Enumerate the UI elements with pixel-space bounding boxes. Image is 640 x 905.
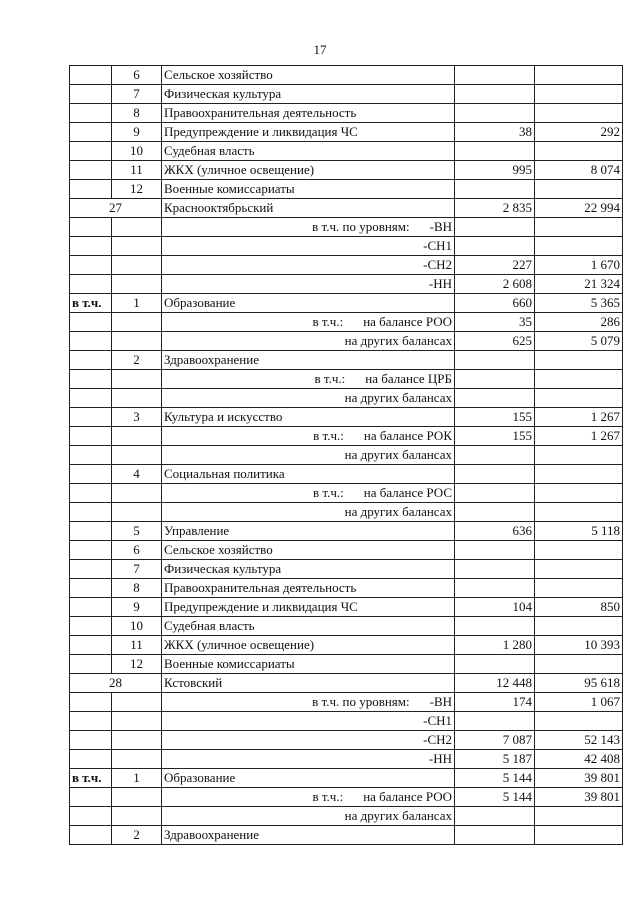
level-row bbox=[70, 237, 623, 256]
row-number: 4 bbox=[112, 465, 162, 484]
vtch-label bbox=[70, 389, 112, 408]
value-2 bbox=[535, 560, 623, 579]
value-2 bbox=[535, 465, 623, 484]
vtch-label bbox=[70, 750, 112, 769]
value-2: 52 143 bbox=[535, 731, 623, 750]
level-label: -СН2 bbox=[423, 257, 452, 272]
table-row bbox=[70, 85, 623, 104]
vtch-label bbox=[70, 161, 112, 180]
row-number: 12 bbox=[112, 180, 162, 199]
value-1: 155 bbox=[455, 427, 535, 446]
sub-cell bbox=[162, 427, 455, 446]
row-number: 2 bbox=[112, 826, 162, 845]
sub-cell bbox=[162, 389, 455, 408]
value-1: 5 144 bbox=[455, 788, 535, 807]
row-name: Социальная политика bbox=[162, 465, 455, 484]
sub-label: на балансе ЦРБ bbox=[365, 371, 452, 386]
value-2 bbox=[535, 484, 623, 503]
value-1 bbox=[455, 655, 535, 674]
row-number bbox=[112, 503, 162, 522]
level-label: -НН bbox=[428, 751, 452, 766]
value-1 bbox=[455, 560, 535, 579]
vtch-label bbox=[70, 522, 112, 541]
level-cell bbox=[162, 693, 455, 712]
value-2 bbox=[535, 370, 623, 389]
table-row bbox=[70, 66, 623, 85]
value-2: 1 670 bbox=[535, 256, 623, 275]
vtch-label bbox=[70, 142, 112, 161]
sub-cell bbox=[162, 484, 455, 503]
level-row bbox=[70, 275, 623, 294]
vtch-label bbox=[70, 503, 112, 522]
level-row bbox=[70, 750, 623, 769]
value-2: 8 074 bbox=[535, 161, 623, 180]
table-row bbox=[70, 636, 623, 655]
district-row bbox=[70, 674, 623, 693]
sub-prefix: в т.ч.: bbox=[313, 428, 344, 443]
value-1: 155 bbox=[455, 408, 535, 427]
row-number bbox=[112, 313, 162, 332]
value-2 bbox=[535, 85, 623, 104]
value-1: 2 608 bbox=[455, 275, 535, 294]
row-number: 10 bbox=[112, 617, 162, 636]
row-number: 12 bbox=[112, 655, 162, 674]
value-1: 35 bbox=[455, 313, 535, 332]
row-name: Сельское хозяйство bbox=[162, 541, 455, 560]
sub-row bbox=[70, 427, 623, 446]
value-2: 286 bbox=[535, 313, 623, 332]
row-name: Образование bbox=[162, 294, 455, 313]
row-name: Физическая культура bbox=[162, 85, 455, 104]
table-row bbox=[70, 541, 623, 560]
table-row bbox=[70, 351, 623, 370]
row-number bbox=[112, 218, 162, 237]
table-row bbox=[70, 522, 623, 541]
row-number: 3 bbox=[112, 408, 162, 427]
vtch-label bbox=[70, 104, 112, 123]
sub-label: на балансе РОО bbox=[363, 789, 452, 804]
row-name: Культура и искусство bbox=[162, 408, 455, 427]
row-number bbox=[112, 427, 162, 446]
value-1 bbox=[455, 351, 535, 370]
vtch-label bbox=[70, 560, 112, 579]
row-number bbox=[112, 807, 162, 826]
level-cell bbox=[162, 712, 455, 731]
row-name: Здравоохранение bbox=[162, 351, 455, 370]
sub-prefix: в т.ч.: bbox=[312, 789, 344, 804]
row-number bbox=[112, 731, 162, 750]
value-1 bbox=[455, 237, 535, 256]
row-number bbox=[112, 484, 162, 503]
value-1: 38 bbox=[455, 123, 535, 142]
vtch-label bbox=[70, 180, 112, 199]
level-cell bbox=[162, 237, 455, 256]
district-number: 28 bbox=[70, 674, 162, 693]
sub-label: на балансе РОК bbox=[363, 428, 452, 443]
value-1: 5 144 bbox=[455, 769, 535, 788]
sub-cell bbox=[162, 503, 455, 522]
table-row bbox=[70, 579, 623, 598]
level-label: -ВН bbox=[429, 694, 452, 709]
value-1 bbox=[455, 85, 535, 104]
sub-row bbox=[70, 370, 623, 389]
row-name: Образование bbox=[162, 769, 455, 788]
value-1: 7 087 bbox=[455, 731, 535, 750]
value-1 bbox=[455, 104, 535, 123]
row-number bbox=[112, 389, 162, 408]
value-2 bbox=[535, 579, 623, 598]
row-name: Правоохранительная деятельность bbox=[162, 104, 455, 123]
value-2 bbox=[535, 655, 623, 674]
value-2 bbox=[535, 351, 623, 370]
sub-prefix: в т.ч.: bbox=[313, 485, 344, 500]
value-2: 1 267 bbox=[535, 408, 623, 427]
row-number bbox=[112, 275, 162, 294]
row-number: 8 bbox=[112, 579, 162, 598]
value-2 bbox=[535, 142, 623, 161]
level-label: -ВН bbox=[429, 219, 452, 234]
value-2: 21 324 bbox=[535, 275, 623, 294]
vtch-label bbox=[70, 826, 112, 845]
value-1 bbox=[455, 465, 535, 484]
value-1 bbox=[455, 826, 535, 845]
sub-cell bbox=[162, 313, 455, 332]
value-1 bbox=[455, 484, 535, 503]
level-label: -СН1 bbox=[423, 238, 452, 253]
budget-table bbox=[69, 65, 623, 845]
value-2 bbox=[535, 104, 623, 123]
row-number bbox=[112, 332, 162, 351]
vtch-label bbox=[70, 275, 112, 294]
row-name: Военные комиссариаты bbox=[162, 180, 455, 199]
value-1: 636 bbox=[455, 522, 535, 541]
vtch-label bbox=[70, 256, 112, 275]
table-row bbox=[70, 294, 623, 313]
level-row bbox=[70, 712, 623, 731]
vtch-label bbox=[70, 446, 112, 465]
table-row bbox=[70, 560, 623, 579]
row-number bbox=[112, 750, 162, 769]
sub-prefix: в т.ч.: bbox=[312, 314, 344, 329]
row-number: 8 bbox=[112, 104, 162, 123]
value-1: 104 bbox=[455, 598, 535, 617]
row-number: 2 bbox=[112, 351, 162, 370]
row-number bbox=[112, 693, 162, 712]
value-1 bbox=[455, 579, 535, 598]
row-number: 11 bbox=[112, 161, 162, 180]
value-2: 10 393 bbox=[535, 636, 623, 655]
value-2 bbox=[535, 237, 623, 256]
row-name: Предупреждение и ликвидация ЧС bbox=[162, 123, 455, 142]
table-row bbox=[70, 826, 623, 845]
row-name: Физическая культура bbox=[162, 560, 455, 579]
table-row bbox=[70, 598, 623, 617]
vtch-label bbox=[70, 332, 112, 351]
vtch-label bbox=[70, 541, 112, 560]
value-2: 5 079 bbox=[535, 332, 623, 351]
vtch-label bbox=[70, 66, 112, 85]
table-row bbox=[70, 617, 623, 636]
sub-row bbox=[70, 503, 623, 522]
vtch-label bbox=[70, 788, 112, 807]
row-number bbox=[112, 446, 162, 465]
row-name: Управление bbox=[162, 522, 455, 541]
value-2 bbox=[535, 218, 623, 237]
level-row bbox=[70, 256, 623, 275]
row-name: Правоохранительная деятельность bbox=[162, 579, 455, 598]
sub-row bbox=[70, 389, 623, 408]
value-1: 995 bbox=[455, 161, 535, 180]
vtch-label bbox=[70, 693, 112, 712]
sub-cell bbox=[162, 788, 455, 807]
sub-label: на других балансах bbox=[344, 447, 452, 462]
value-2: 42 408 bbox=[535, 750, 623, 769]
row-number: 5 bbox=[112, 522, 162, 541]
vtch-label bbox=[70, 598, 112, 617]
value-1: 12 448 bbox=[455, 674, 535, 693]
value-2 bbox=[535, 541, 623, 560]
vtch-label bbox=[70, 617, 112, 636]
sub-label: на балансе РОС bbox=[363, 485, 452, 500]
value-2 bbox=[535, 807, 623, 826]
sub-cell bbox=[162, 446, 455, 465]
row-name: ЖКХ (уличное освещение) bbox=[162, 636, 455, 655]
row-number bbox=[112, 256, 162, 275]
value-2 bbox=[535, 446, 623, 465]
vtch-label bbox=[70, 712, 112, 731]
level-row bbox=[70, 218, 623, 237]
value-1 bbox=[455, 807, 535, 826]
table-row bbox=[70, 655, 623, 674]
value-1 bbox=[455, 446, 535, 465]
row-name: Военные комиссариаты bbox=[162, 655, 455, 674]
value-2: 1 267 bbox=[535, 427, 623, 446]
value-2: 39 801 bbox=[535, 769, 623, 788]
value-2 bbox=[535, 503, 623, 522]
level-cell bbox=[162, 731, 455, 750]
value-1 bbox=[455, 617, 535, 636]
value-2: 22 994 bbox=[535, 199, 623, 218]
vtch-label bbox=[70, 123, 112, 142]
row-number: 7 bbox=[112, 560, 162, 579]
vtch-label bbox=[70, 427, 112, 446]
value-1: 174 bbox=[455, 693, 535, 712]
sub-row bbox=[70, 807, 623, 826]
sub-cell bbox=[162, 807, 455, 826]
row-number: 6 bbox=[112, 66, 162, 85]
value-1: 5 187 bbox=[455, 750, 535, 769]
sub-label: на других балансах bbox=[344, 504, 452, 519]
value-1 bbox=[455, 180, 535, 199]
sub-prefix: в т.ч.: bbox=[314, 371, 346, 386]
value-2: 39 801 bbox=[535, 788, 623, 807]
row-name: Сельское хозяйство bbox=[162, 66, 455, 85]
row-name: Судебная власть bbox=[162, 617, 455, 636]
sub-label: на других балансах bbox=[344, 333, 452, 348]
vtch-label bbox=[70, 237, 112, 256]
row-number bbox=[112, 788, 162, 807]
row-name: ЖКХ (уличное освещение) bbox=[162, 161, 455, 180]
sub-row bbox=[70, 313, 623, 332]
value-1 bbox=[455, 370, 535, 389]
row-number: 7 bbox=[112, 85, 162, 104]
table-row bbox=[70, 465, 623, 484]
level-cell bbox=[162, 256, 455, 275]
value-1 bbox=[455, 66, 535, 85]
table-row bbox=[70, 123, 623, 142]
level-prefix: в т.ч. по уровням: bbox=[312, 694, 410, 709]
vtch-label bbox=[70, 85, 112, 104]
value-1: 625 bbox=[455, 332, 535, 351]
row-number: 10 bbox=[112, 142, 162, 161]
vtch-label bbox=[70, 465, 112, 484]
value-2 bbox=[535, 66, 623, 85]
level-label: -СН2 bbox=[423, 732, 452, 747]
sub-label: на балансе РОО bbox=[363, 314, 452, 329]
table-row bbox=[70, 180, 623, 199]
level-cell bbox=[162, 275, 455, 294]
district-row bbox=[70, 199, 623, 218]
budget-table-body bbox=[70, 66, 623, 845]
value-2: 1 067 bbox=[535, 693, 623, 712]
sub-row bbox=[70, 484, 623, 503]
level-row bbox=[70, 693, 623, 712]
value-2 bbox=[535, 389, 623, 408]
value-2 bbox=[535, 712, 623, 731]
vtch-label bbox=[70, 218, 112, 237]
row-name: Краснооктябрьский bbox=[162, 199, 455, 218]
row-name: Судебная власть bbox=[162, 142, 455, 161]
value-2: 292 bbox=[535, 123, 623, 142]
page-number: 17 bbox=[313, 42, 327, 57]
vtch-label bbox=[70, 484, 112, 503]
sub-label: на других балансах bbox=[344, 808, 452, 823]
value-1 bbox=[455, 218, 535, 237]
level-cell bbox=[162, 218, 455, 237]
table-row bbox=[70, 408, 623, 427]
row-name: Предупреждение и ликвидация ЧС bbox=[162, 598, 455, 617]
row-number bbox=[112, 712, 162, 731]
row-number bbox=[112, 237, 162, 256]
sub-label: на других балансах bbox=[344, 390, 452, 405]
value-1: 227 bbox=[455, 256, 535, 275]
value-1 bbox=[455, 712, 535, 731]
value-1 bbox=[455, 389, 535, 408]
value-2: 95 618 bbox=[535, 674, 623, 693]
value-1 bbox=[455, 541, 535, 560]
vtch-label bbox=[70, 370, 112, 389]
value-2: 5 365 bbox=[535, 294, 623, 313]
level-prefix: в т.ч. по уровням: bbox=[312, 219, 410, 234]
value-2: 5 118 bbox=[535, 522, 623, 541]
row-number: 1 bbox=[112, 769, 162, 788]
vtch-label bbox=[70, 313, 112, 332]
district-number: 27 bbox=[70, 199, 162, 218]
row-number: 1 bbox=[112, 294, 162, 313]
value-2 bbox=[535, 826, 623, 845]
sub-row bbox=[70, 332, 623, 351]
row-name: Здравоохранение bbox=[162, 826, 455, 845]
table-row bbox=[70, 769, 623, 788]
level-label: -СН1 bbox=[423, 713, 452, 728]
sub-row bbox=[70, 788, 623, 807]
row-number: 11 bbox=[112, 636, 162, 655]
row-number: 6 bbox=[112, 541, 162, 560]
value-1: 2 835 bbox=[455, 199, 535, 218]
value-2: 850 bbox=[535, 598, 623, 617]
table-row bbox=[70, 104, 623, 123]
vtch-label bbox=[70, 731, 112, 750]
vtch-label bbox=[70, 636, 112, 655]
vtch-label bbox=[70, 655, 112, 674]
value-1: 1 280 bbox=[455, 636, 535, 655]
value-1: 660 bbox=[455, 294, 535, 313]
level-row bbox=[70, 731, 623, 750]
sub-cell bbox=[162, 332, 455, 351]
sub-row bbox=[70, 446, 623, 465]
vtch-label: в т.ч. bbox=[70, 294, 112, 313]
value-2 bbox=[535, 180, 623, 199]
value-1 bbox=[455, 503, 535, 522]
vtch-label bbox=[70, 351, 112, 370]
vtch-label bbox=[70, 807, 112, 826]
level-label: -НН bbox=[428, 276, 452, 291]
level-cell bbox=[162, 750, 455, 769]
vtch-label: в т.ч. bbox=[70, 769, 112, 788]
table-row bbox=[70, 142, 623, 161]
row-number: 9 bbox=[112, 123, 162, 142]
row-number: 9 bbox=[112, 598, 162, 617]
value-2 bbox=[535, 617, 623, 636]
row-name: Кстовский bbox=[162, 674, 455, 693]
table-row bbox=[70, 161, 623, 180]
value-1 bbox=[455, 142, 535, 161]
row-number bbox=[112, 370, 162, 389]
vtch-label bbox=[70, 579, 112, 598]
vtch-label bbox=[70, 408, 112, 427]
sub-cell bbox=[162, 370, 455, 389]
